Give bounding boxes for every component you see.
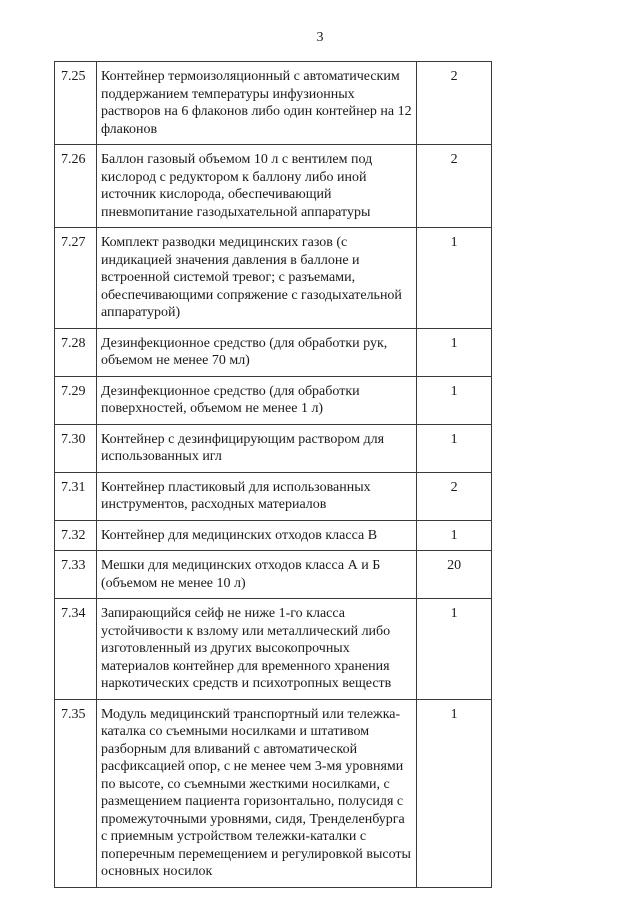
table-row [55, 599, 492, 700]
item-description: Мешки для медицинских отходов класса А и Б (объемом не менее 10 л) [96, 551, 416, 599]
item-quantity: 1 [417, 228, 492, 329]
item-description: Модуль медицинский транспортный или тележка-каталка со съемными носилками и штативом разборным для вливаний с автоматической расфиксацией опор, с не менее чем 3-мя уровнями по высоте, со съемными жесткими носилками, с размещением пациента горизонтально, полусидя с промежуточными уровнями, сидя, Тренделенбурга с приемным устройством тележки-каталки с поперечным перемещением и регулировкой высоты основных носилок [96, 699, 416, 887]
item-number: 7.34 [55, 599, 97, 700]
item-quantity: 1 [417, 424, 492, 472]
item-quantity: 2 [417, 472, 492, 520]
item-description: Контейнер пластиковый для использованных инструментов, расходных материалов [96, 472, 416, 520]
item-description: Контейнер термоизоляционный с автоматическим поддержанием температуры инфузионных растворов на 6 флаконов либо один контейнер на 12 флаконов [96, 62, 416, 145]
item-number: 7.29 [55, 376, 97, 424]
item-number: 7.30 [55, 424, 97, 472]
item-number: 7.26 [55, 145, 97, 228]
item-description: Запирающийся сейф не ниже 1-го класса устойчивости к взлому или металлический либо изготовленный из других высокопрочных материалов контейнер для временного хранения наркотических средств и психотропных веществ [96, 599, 416, 700]
table-row [55, 424, 492, 472]
item-description: Дезинфекционное средство (для обработки поверхностей, объемом не менее 1 л) [96, 376, 416, 424]
item-quantity: 2 [417, 145, 492, 228]
table-row [55, 699, 492, 887]
equipment-table [54, 61, 492, 888]
item-number: 7.27 [55, 228, 97, 329]
item-number: 7.31 [55, 472, 97, 520]
item-description: Комплект разводки медицинских газов (с индикацией значения давления в баллоне и встроенной системой тревог; с разъемами, обеспечивающими сопряжение с газодыхательной аппаратурой) [96, 228, 416, 329]
table-row [55, 145, 492, 228]
table-row [55, 472, 492, 520]
item-number: 7.32 [55, 520, 97, 551]
item-number: 7.33 [55, 551, 97, 599]
item-description: Баллон газовый объемом 10 л с вентилем под кислород с редуктором к баллону либо иной источник кислорода, обеспечивающий пневмопитание газодыхательной аппаратуры [96, 145, 416, 228]
page-number: 3 [316, 30, 324, 45]
table-row [55, 551, 492, 599]
item-quantity: 1 [417, 599, 492, 700]
table-row [55, 376, 492, 424]
item-quantity: 20 [417, 551, 492, 599]
item-number: 7.25 [55, 62, 97, 145]
item-quantity: 1 [417, 699, 492, 887]
item-description: Контейнер с дезинфицирующим раствором для использованных игл [96, 424, 416, 472]
item-quantity: 2 [417, 62, 492, 145]
item-quantity: 1 [417, 520, 492, 551]
item-description: Дезинфекционное средство (для обработки рук, объемом не менее 70 мл) [96, 328, 416, 376]
item-quantity: 1 [417, 376, 492, 424]
table-row [55, 62, 492, 145]
item-number: 7.28 [55, 328, 97, 376]
item-quantity: 1 [417, 328, 492, 376]
item-description: Контейнер для медицинских отходов класса В [96, 520, 416, 551]
table-row [55, 228, 492, 329]
item-number: 7.35 [55, 699, 97, 887]
table-row [55, 328, 492, 376]
table-row [55, 520, 492, 551]
